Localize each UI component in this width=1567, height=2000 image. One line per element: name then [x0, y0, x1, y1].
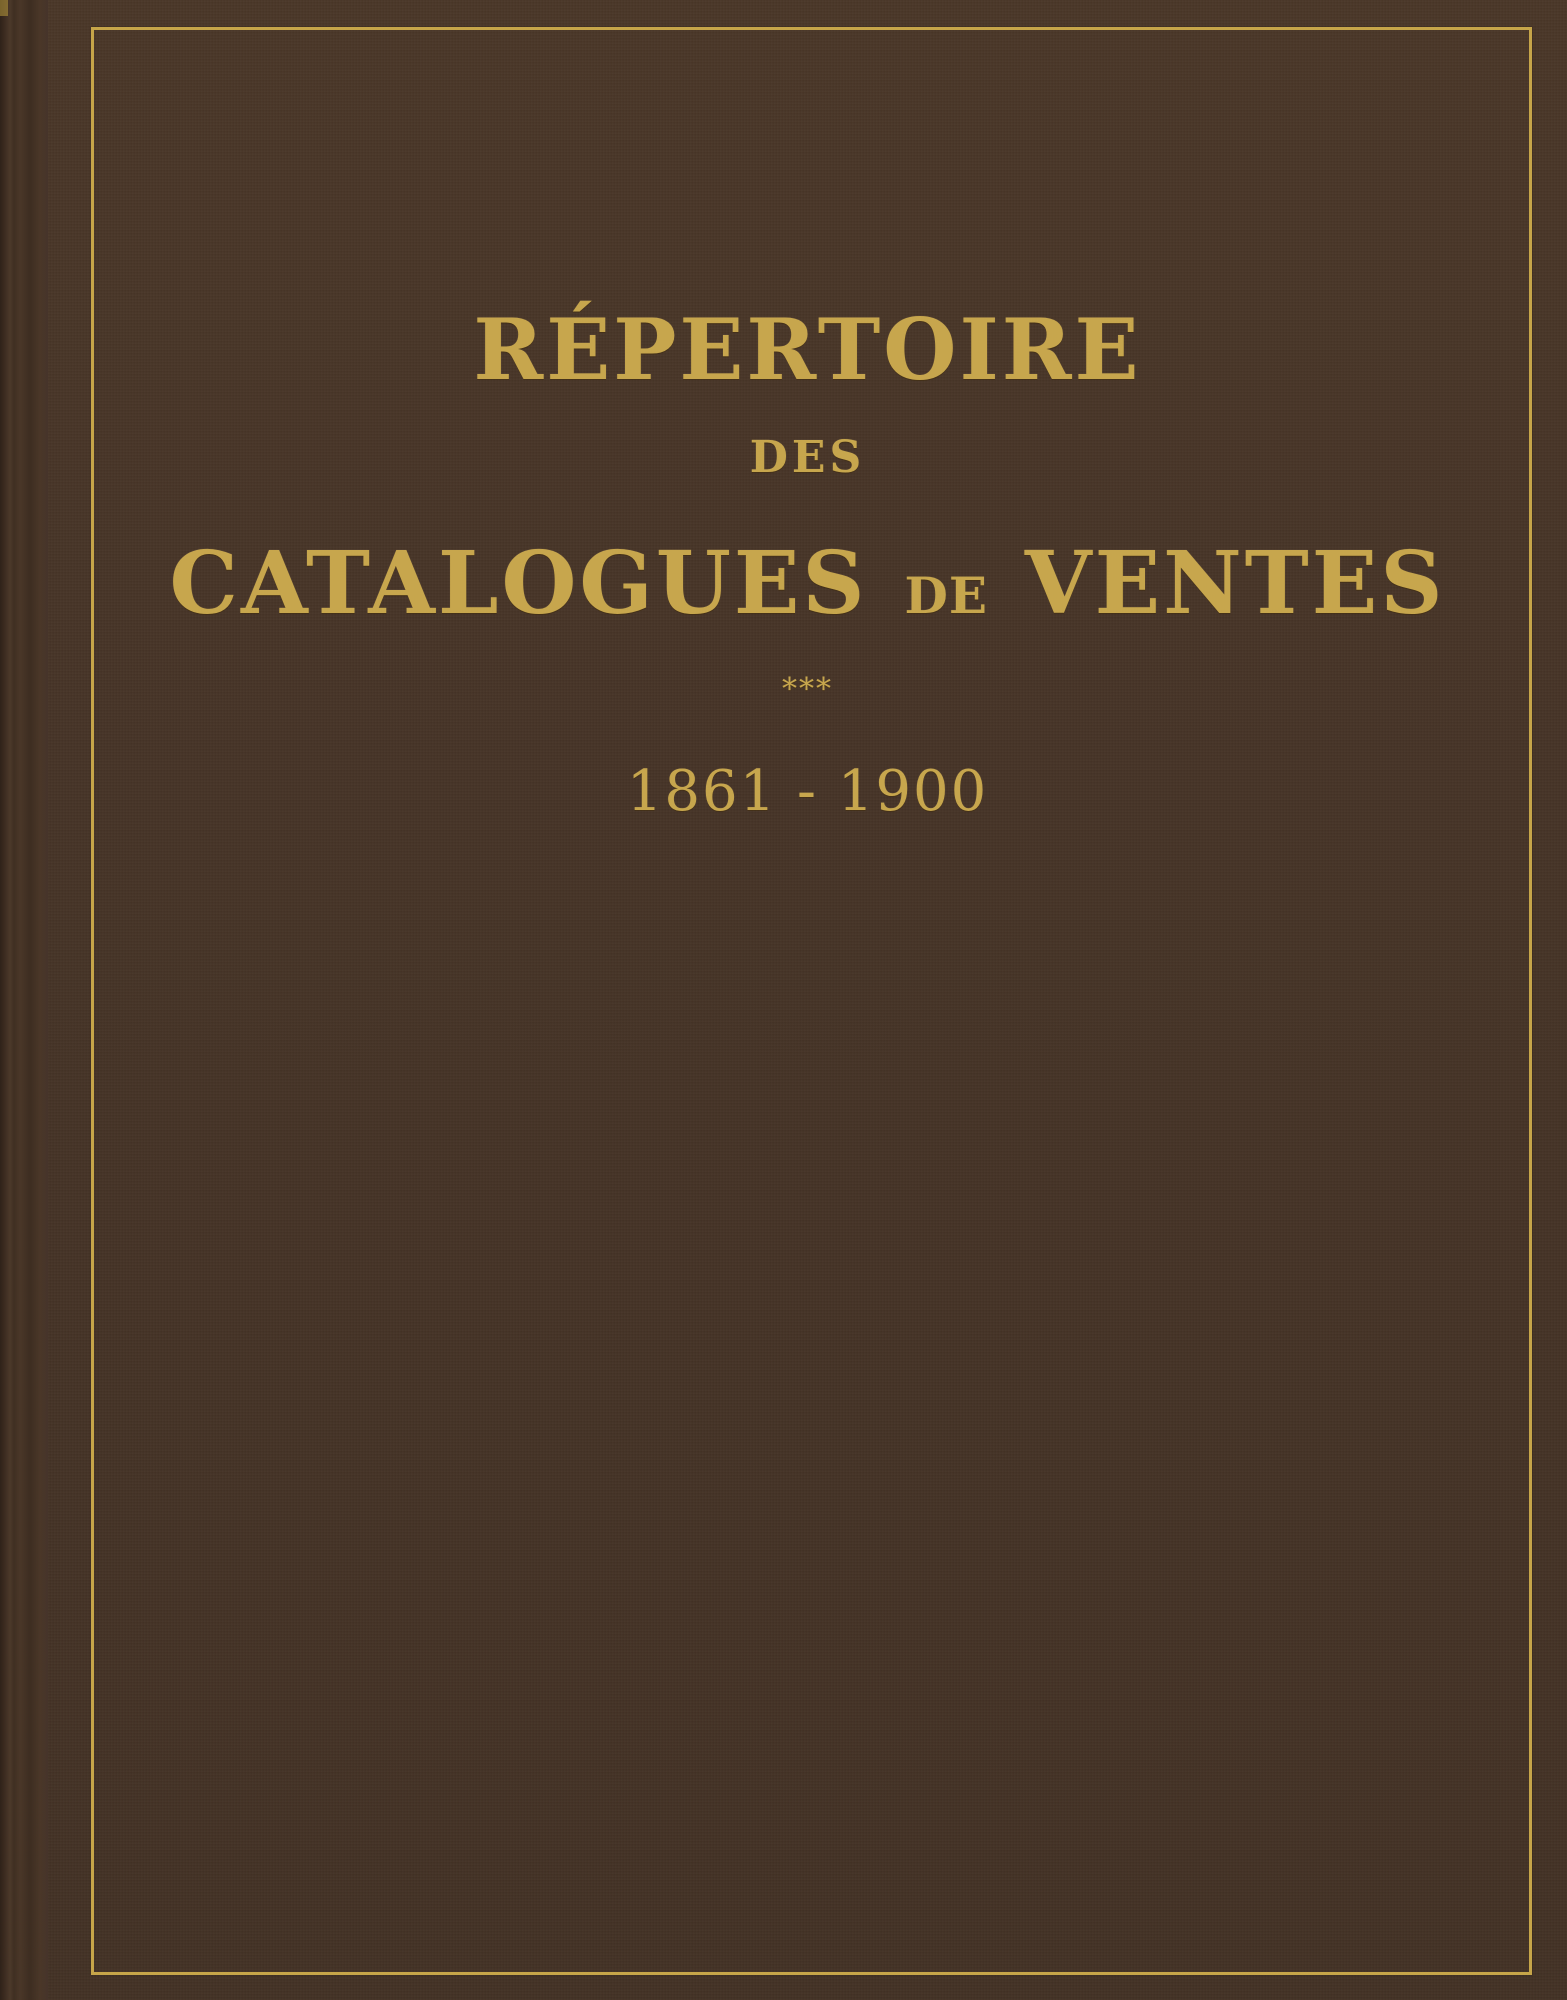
cover-des: DES — [749, 432, 866, 483]
cover-de: DE — [904, 566, 988, 625]
cover-years: 1861 - 1900 — [626, 759, 989, 824]
cover-catalogues: CATALOGUES — [169, 533, 868, 634]
cover-stars: *** — [782, 672, 833, 707]
cover-title: RÉPERTOIRE — [473, 300, 1142, 399]
cover-ventes: VENTES — [1024, 533, 1446, 634]
spine-edge — [0, 0, 48, 2000]
cover-subtitle — [48, 532, 1567, 648]
